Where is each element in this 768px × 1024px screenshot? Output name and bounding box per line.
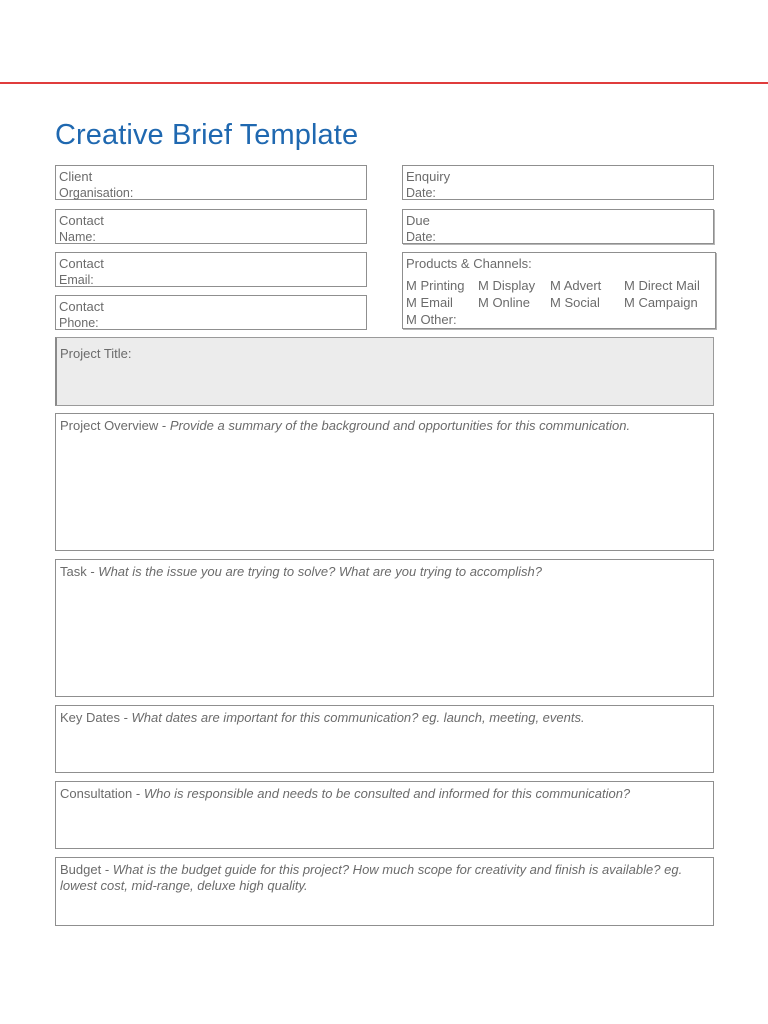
products-options xyxy=(406,278,712,328)
field-label: Date: xyxy=(406,186,436,200)
section-description: What is the issue you are trying to solve? What are you trying to accomplish? xyxy=(98,564,542,579)
field-label: Client xyxy=(59,169,93,184)
project-overview-section[interactable] xyxy=(55,413,714,551)
option-online[interactable]: M Online xyxy=(478,295,531,310)
field-label: Due xyxy=(406,213,430,228)
client-organisation-field[interactable] xyxy=(55,165,367,200)
project-title-label: Project Title: xyxy=(60,346,132,361)
field-label: Enquiry xyxy=(406,169,451,184)
section-label: Project Overview - xyxy=(60,418,170,433)
page-title: Creative Brief Template xyxy=(55,119,359,151)
section-description: Who is responsible and needs to be consulted and informed for this communication? xyxy=(143,786,631,801)
products-channels-label: Products & Channels: xyxy=(406,256,532,271)
field-label: Contact xyxy=(59,299,104,314)
project-title-field[interactable] xyxy=(55,337,714,406)
field-label: Organisation: xyxy=(59,186,134,200)
field-label: Contact xyxy=(59,256,104,271)
section-label: Budget - xyxy=(60,862,113,877)
section-label: Task - xyxy=(60,564,99,579)
key-dates-section[interactable] xyxy=(55,705,714,773)
option-campaign[interactable]: M Campaign xyxy=(624,295,698,310)
budget-section[interactable] xyxy=(55,857,714,926)
contact-phone-field[interactable] xyxy=(55,295,367,330)
consultation-section[interactable] xyxy=(55,781,714,849)
field-label: Email: xyxy=(59,273,94,287)
section-description: Provide a summary of the background and opportunities for this communication. xyxy=(169,418,631,433)
contact-email-field[interactable] xyxy=(55,252,367,287)
field-label: Contact xyxy=(59,213,104,228)
products-channels-box xyxy=(402,252,716,329)
field-label: Phone: xyxy=(59,316,99,330)
option-email[interactable]: M Email xyxy=(406,295,453,310)
header-rule xyxy=(0,82,768,84)
section-description: What is the budget guide for this project? How much scope for creativity and finish is available? eg. lowest cost, mid-range, deluxe high quality. xyxy=(60,862,683,893)
due-date-field[interactable] xyxy=(402,209,714,244)
option-printing[interactable]: M Printing xyxy=(406,278,465,293)
enquiry-date-field[interactable] xyxy=(402,165,714,200)
section-label: Consultation - xyxy=(60,786,144,801)
task-section[interactable] xyxy=(55,559,714,697)
option-display[interactable]: M Display xyxy=(478,278,536,293)
field-label: Date: xyxy=(406,230,436,244)
option-advert[interactable]: M Advert xyxy=(550,278,602,293)
option-direct-mail[interactable]: M Direct Mail xyxy=(624,278,700,293)
option-other[interactable]: M Other: xyxy=(406,312,457,327)
field-label: Name: xyxy=(59,230,96,244)
section-description: What dates are important for this communication? eg. launch, meeting, events. xyxy=(131,710,585,725)
option-social[interactable]: M Social xyxy=(550,295,600,310)
contact-name-field[interactable] xyxy=(55,209,367,244)
section-label: Key Dates - xyxy=(60,710,132,725)
